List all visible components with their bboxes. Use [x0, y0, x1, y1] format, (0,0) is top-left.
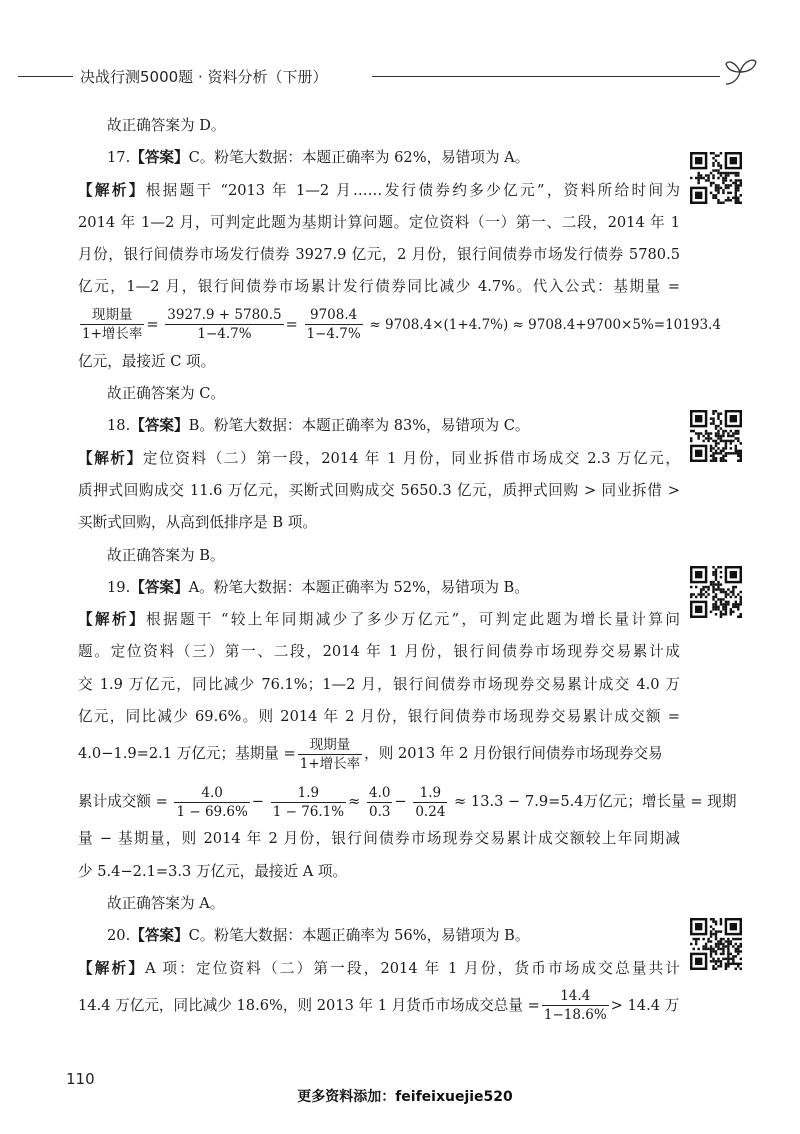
question-number: 19. [107, 578, 131, 596]
question-number: 18. [107, 417, 131, 435]
formula-text: ≈ 13.3 − 7.9=5.4万亿元；增长量 = 现期 [454, 793, 737, 811]
explanation-text: 定位资料（二）第一段，2014 年 1 月份，同业拆借市场成交 2.3 万亿元， [142, 449, 680, 467]
qr-code-icon[interactable] [690, 152, 742, 204]
numerator: 现期量 [298, 736, 362, 755]
question-number: 20. [107, 927, 131, 945]
fraction [271, 784, 346, 821]
header-rule-left [18, 76, 73, 77]
operator: = [146, 315, 159, 333]
numerator: 14.4 [542, 987, 609, 1006]
fraction [305, 306, 363, 343]
fraction [174, 784, 249, 821]
explanation-line: 月份，银行间债券市场发行债券 3927.9 亿元，2 月份，银行间债券市场发行债券 5780.5 [78, 246, 680, 264]
numerator: 现期量 [80, 306, 144, 325]
explanation-text: A 项：定位资料（二）第一段，2014 年 1 月份，货币市场成交总量共计 [145, 959, 680, 977]
explanation-line [78, 175, 680, 207]
qr-code-icon[interactable] [690, 918, 742, 970]
question-20-answer [78, 920, 680, 952]
explanation-line [78, 604, 680, 636]
operator: − [251, 793, 265, 811]
question-19-answer [78, 572, 680, 604]
answer-line: 故正确答案为 B。 [107, 546, 225, 564]
header-rule-right [372, 76, 720, 77]
explanation-line: 2014 年 1—2 月，可判定此题为基期计算问题。定位资料（一）第一、二段，2014 年 1 [78, 213, 680, 231]
formula-text: > 14.4 万 [610, 996, 680, 1014]
answer-tag: 【答案】 [130, 417, 189, 435]
numerator: 4.0 [368, 784, 391, 801]
denominator: 1+增长率 [82, 326, 143, 343]
question-17-answer [78, 142, 680, 174]
numerator: 1.9 [413, 784, 447, 803]
answer-tag: 【答案】 [130, 578, 189, 596]
fraction [80, 306, 144, 343]
formula-line [78, 733, 680, 775]
denominator: 1 − 69.6% [176, 803, 248, 820]
formula-text: 4.0−1.9=2.1 万亿元；基期量 = [78, 745, 296, 763]
explanation-line: 亿元，1—2 月，银行间债券市场累计发行债券同比减少 4.7%。代入公式：基期量 = [78, 278, 680, 296]
denominator: 0.24 [415, 803, 446, 820]
formula-text: 累计成交额 = [78, 793, 168, 811]
fraction [413, 784, 447, 821]
formula-tail: ≈ 9708.4×(1+4.7%) ≈ 9708.4+9700×5%=10193.4 [369, 316, 721, 333]
explanation-line: 亿元，同比减少 69.6%。则 2014 年 2 月份，银行间债券市场现券交易累计成交额 = [78, 708, 680, 726]
answer-text: C。粉笔大数据：本题正确率为 62%，易错项为 A。 [188, 149, 530, 167]
qr-code-icon[interactable] [690, 410, 742, 462]
explanation-tag: 【解析】 [78, 611, 146, 629]
answer-tag: 【答案】 [130, 927, 189, 945]
operator: ≈ [348, 793, 361, 811]
explanation-line: 量 − 基期量，则 2014 年 2 月份，银行间债券市场现券交易累计成交额较上年同期减 [78, 830, 680, 848]
denominator: 1+增长率 [299, 755, 361, 772]
answer-text: B。粉笔大数据：本题正确率为 83%，易错项为 C。 [188, 417, 530, 435]
sprout-icon [720, 54, 760, 90]
qr-code-icon[interactable] [690, 566, 742, 618]
operator: − [394, 793, 407, 811]
page-body [78, 110, 737, 1027]
explanation-line: 质押式回购成交 11.6 万亿元，买断式回购成交 5650.3 亿元，质押式回购 > 同业拆借 > [78, 481, 680, 499]
formula-text: 14.4 万亿元，同比减少 18.6%，则 2013 年 1 月货币市场成交总量 = [78, 996, 540, 1014]
denominator: 1−18.6% [543, 1007, 607, 1024]
answer-line: 故正确答案为 A。 [107, 894, 225, 912]
explanation-line: 买断式回购，从高到低排序是 B 项。 [78, 514, 317, 532]
explanation-text: 根据题干 “2013 年 1—2 月……发行债券约多少亿元”，资料所给时间为 [145, 181, 680, 199]
answer-line: 故正确答案为 C。 [107, 385, 225, 403]
numerator: 1.9 [271, 784, 346, 803]
fraction [367, 784, 392, 821]
denominator: 1−4.7% [306, 326, 361, 343]
explanation-line [78, 443, 680, 475]
denominator: 1−4.7% [197, 326, 252, 343]
numerator: 3927.9 + 5780.5 [167, 307, 282, 324]
answer-text: C。粉笔大数据：本题正确率为 56%，易错项为 B。 [188, 927, 530, 945]
formula-text: ，则 2013 年 2 月份银行间债券市场现券交易 [364, 745, 663, 763]
explanation-text: 根据题干 “较上年同期减少了多少万亿元”，可判定此题为增长量计算问 [145, 611, 680, 629]
explanation-tag: 【解析】 [78, 181, 146, 199]
page-number: 110 [66, 1070, 95, 1088]
formula-line [78, 304, 721, 346]
explanation-line: 亿元，最接近 C 项。 [78, 352, 216, 370]
answer-line: 故正确答案为 D。 [107, 117, 226, 134]
fraction [542, 987, 609, 1024]
explanation-tag: 【解析】 [78, 959, 146, 977]
formula-line [78, 985, 680, 1027]
question-18-answer [78, 410, 680, 442]
answer-tag: 【答案】 [130, 149, 189, 167]
numerator: 9708.4 [305, 306, 363, 325]
explanation-line [78, 953, 680, 985]
explanation-tag: 【解析】 [78, 449, 143, 467]
answer-text: A。粉笔大数据：本题正确率为 52%，易错项为 B。 [188, 578, 529, 596]
fraction [165, 306, 283, 343]
denominator: 0.3 [368, 803, 391, 820]
running-header [0, 62, 800, 92]
formula-line [78, 781, 737, 823]
explanation-line: 交 1.9 万亿元，同比减少 76.1%；1—2 月，银行间债券市场现券交易累计成交 4.0 万 [78, 675, 680, 693]
explanation-line: 少 5.4−2.1=3.3 万亿元，最接近 A 项。 [78, 862, 348, 880]
operator: = [285, 315, 298, 333]
denominator: 1 − 76.1% [272, 803, 345, 820]
footer-note: 更多资料添加：feifeixuejie520 [297, 1089, 513, 1105]
fraction [298, 736, 362, 773]
question-number: 17. [107, 149, 131, 167]
explanation-line: 题。定位资料（三）第一、二段，2014 年 1 月份，银行间债券市场现券交易累计成 [78, 643, 680, 661]
header-title: 决战行测5000题 · 资料分析（下册） [80, 68, 328, 86]
numerator: 4.0 [174, 784, 249, 803]
